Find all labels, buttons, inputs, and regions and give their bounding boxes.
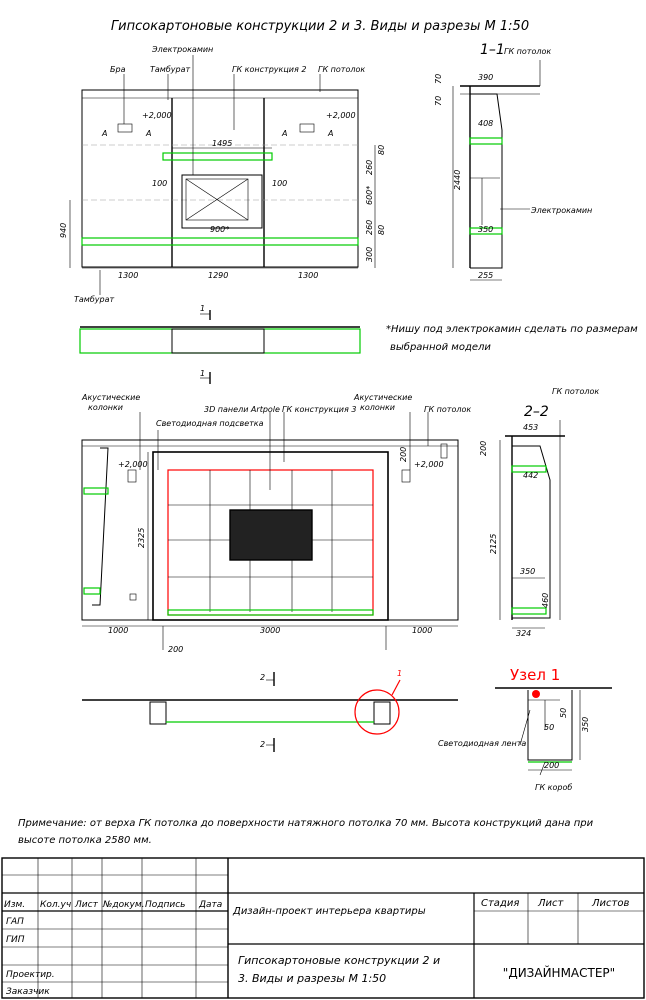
s2-dim-453: 453 [523, 423, 539, 432]
node-title: Узел 1 [510, 666, 561, 684]
s1-dim-350: 350 [478, 225, 494, 234]
dim-1300a: 1300 [118, 271, 139, 280]
label-led: Светодиодная подсветка [156, 419, 264, 428]
label-akust-right-2: колонки [360, 403, 395, 412]
mark-a1: А [102, 129, 108, 138]
dim-900: 900* [210, 225, 230, 234]
dim-260b: 260 [365, 219, 374, 235]
stamp-stadia: Стадия [481, 898, 520, 909]
dim-1290: 1290 [208, 271, 229, 280]
s1-dim-70a: 70 [434, 73, 443, 84]
stamp-listov: Листов [592, 898, 630, 909]
mark-a2: А [146, 129, 152, 138]
s1-dim-70b: 70 [434, 95, 443, 106]
stamp-col-4: Подпись [145, 900, 186, 910]
stamp-list: Лист [538, 898, 564, 909]
stamp-col-2: Лист [75, 900, 98, 910]
note-bottom [18, 818, 594, 846]
stamp-sheet-title-2: 3. Виды и разрезы М 1:50 [238, 972, 387, 985]
s2-dim-2125: 2125 [489, 533, 498, 554]
mark-plus-right: +2,000 [326, 111, 356, 120]
cut-mark-2-bottom: 2 [260, 740, 266, 749]
note-niche-line1: *Нишу под электрокамин сделать по размерам [386, 324, 638, 335]
node-gk-korob: ГК короб [535, 783, 573, 792]
stamp-row-gip: ГИП [6, 935, 25, 945]
mark-a3: А [282, 129, 288, 138]
dim2-200: 200 [399, 446, 408, 462]
label-gk-potolok: ГК потолок [318, 65, 366, 74]
dim-600: 600* [365, 185, 374, 205]
dim2-2325: 2325 [137, 527, 146, 548]
s2-gk-potolok: ГК потолок [552, 387, 600, 396]
label-tambur: Тамбурат [150, 65, 191, 74]
node-callout: 1 [397, 669, 403, 678]
dim-80a: 80 [377, 144, 386, 155]
dim-80b: 80 [377, 224, 386, 235]
note-niche-line2: выбранной модели [390, 342, 491, 353]
section-1-1 [434, 42, 592, 280]
section-2-title: 2–2 [524, 404, 549, 420]
node-dim-50a: 50 [559, 707, 568, 718]
label-panels: 3D панели Artpole [204, 405, 280, 414]
section-2-2 [479, 387, 599, 638]
label-tambur-bottom: Тамбурат [74, 295, 115, 304]
dim-940: 940 [59, 222, 68, 238]
s2-dim-350: 350 [520, 567, 536, 576]
dim-100a: 100 [152, 179, 168, 188]
mark-plus-left: +2,000 [142, 111, 172, 120]
dim2-1000a: 1000 [108, 626, 129, 635]
label-akust-left-1: Акустические [82, 393, 141, 402]
note-bottom-line2: высоте потолка 2580 мм. [18, 835, 152, 846]
s1-dim-408: 408 [478, 119, 494, 128]
node-dim-350: 350 [581, 716, 590, 732]
note-bottom-line1: Примечание: от верха ГК потолка до поверхности натяжного потолка 70 мм. Высота конструкций дана при [18, 818, 594, 829]
view-2 [81, 393, 471, 654]
node-dim-200: 200 [544, 761, 560, 770]
s1-dim-2440: 2440 [453, 169, 462, 190]
label-gk-potolok-2: ГК потолок [424, 405, 472, 414]
cut-mark-2-top: 2 [260, 673, 266, 682]
sheet-title: Гипсокартоновые конструкции 2 и 3. Виды и разрезы М 1:50 [110, 19, 530, 34]
label-elektrokamin: Электрокамин [152, 45, 214, 54]
stamp-company: "ДИЗАЙНМАСТЕР" [502, 966, 616, 980]
stamp-col-3: №докум. [103, 900, 145, 910]
s1-elektrokamin: Электрокамин [531, 206, 593, 215]
dim-1300b: 1300 [298, 271, 319, 280]
title-block [2, 858, 644, 998]
view-1 [59, 45, 386, 304]
node-1 [438, 666, 612, 792]
note-niche [386, 324, 638, 353]
stamp-sheet-title-1: Гипсокартоновые конструкции 2 и [238, 954, 441, 967]
dim2-3000: 3000 [260, 626, 281, 635]
cut-mark-1-top: 1 [200, 304, 206, 313]
mark2-plus-right: +2,000 [414, 460, 444, 469]
stamp-row-gap: ГАП [6, 917, 24, 927]
mark2-plus-left: +2,000 [118, 460, 148, 469]
dim-300: 300 [365, 246, 374, 262]
stamp-row-zakazchik: Заказчик [6, 987, 50, 997]
s1-gk-potolok: ГК потолок [504, 47, 552, 56]
stamp-row-proekt: Проектир. [6, 970, 55, 980]
s2-dim-200: 200 [479, 440, 488, 456]
s1-dim-255: 255 [478, 271, 494, 280]
label-bra: Бра [110, 65, 126, 74]
mark-a4: А [328, 129, 334, 138]
dim-1495: 1495 [212, 139, 233, 148]
stamp-col-0: Изм. [4, 900, 26, 910]
node-led: Светодиодная лента [438, 739, 527, 748]
node-dim-50b: 50 [544, 723, 555, 732]
plan-2 [82, 669, 458, 752]
s2-dim-460: 460 [541, 592, 550, 608]
dim-260a: 260 [365, 159, 374, 175]
label-gk2: ГК конструкция 2 [232, 65, 307, 74]
plan-1 [80, 304, 360, 384]
tv-screen [230, 510, 312, 560]
stamp-col-1: Кол.уч [40, 900, 72, 910]
stamp-project: Дизайн-проект интерьера квартиры [233, 906, 426, 917]
s2-dim-442: 442 [523, 471, 539, 480]
label-akust-left-2: колонки [88, 403, 123, 412]
label-gk3: ГК конструкция 3 [282, 405, 357, 414]
dim2-1000b: 1000 [412, 626, 433, 635]
s1-dim-390: 390 [478, 73, 494, 82]
label-akust-right-1: Акустические [354, 393, 413, 402]
cut-mark-1-bottom: 1 [200, 369, 206, 378]
dim-100b: 100 [272, 179, 288, 188]
s2-dim-324: 324 [516, 629, 532, 638]
stamp-col-5: Дата [199, 900, 223, 910]
dim2-200-bottom: 200 [168, 645, 184, 654]
section-1-title: 1–1 [480, 42, 505, 58]
